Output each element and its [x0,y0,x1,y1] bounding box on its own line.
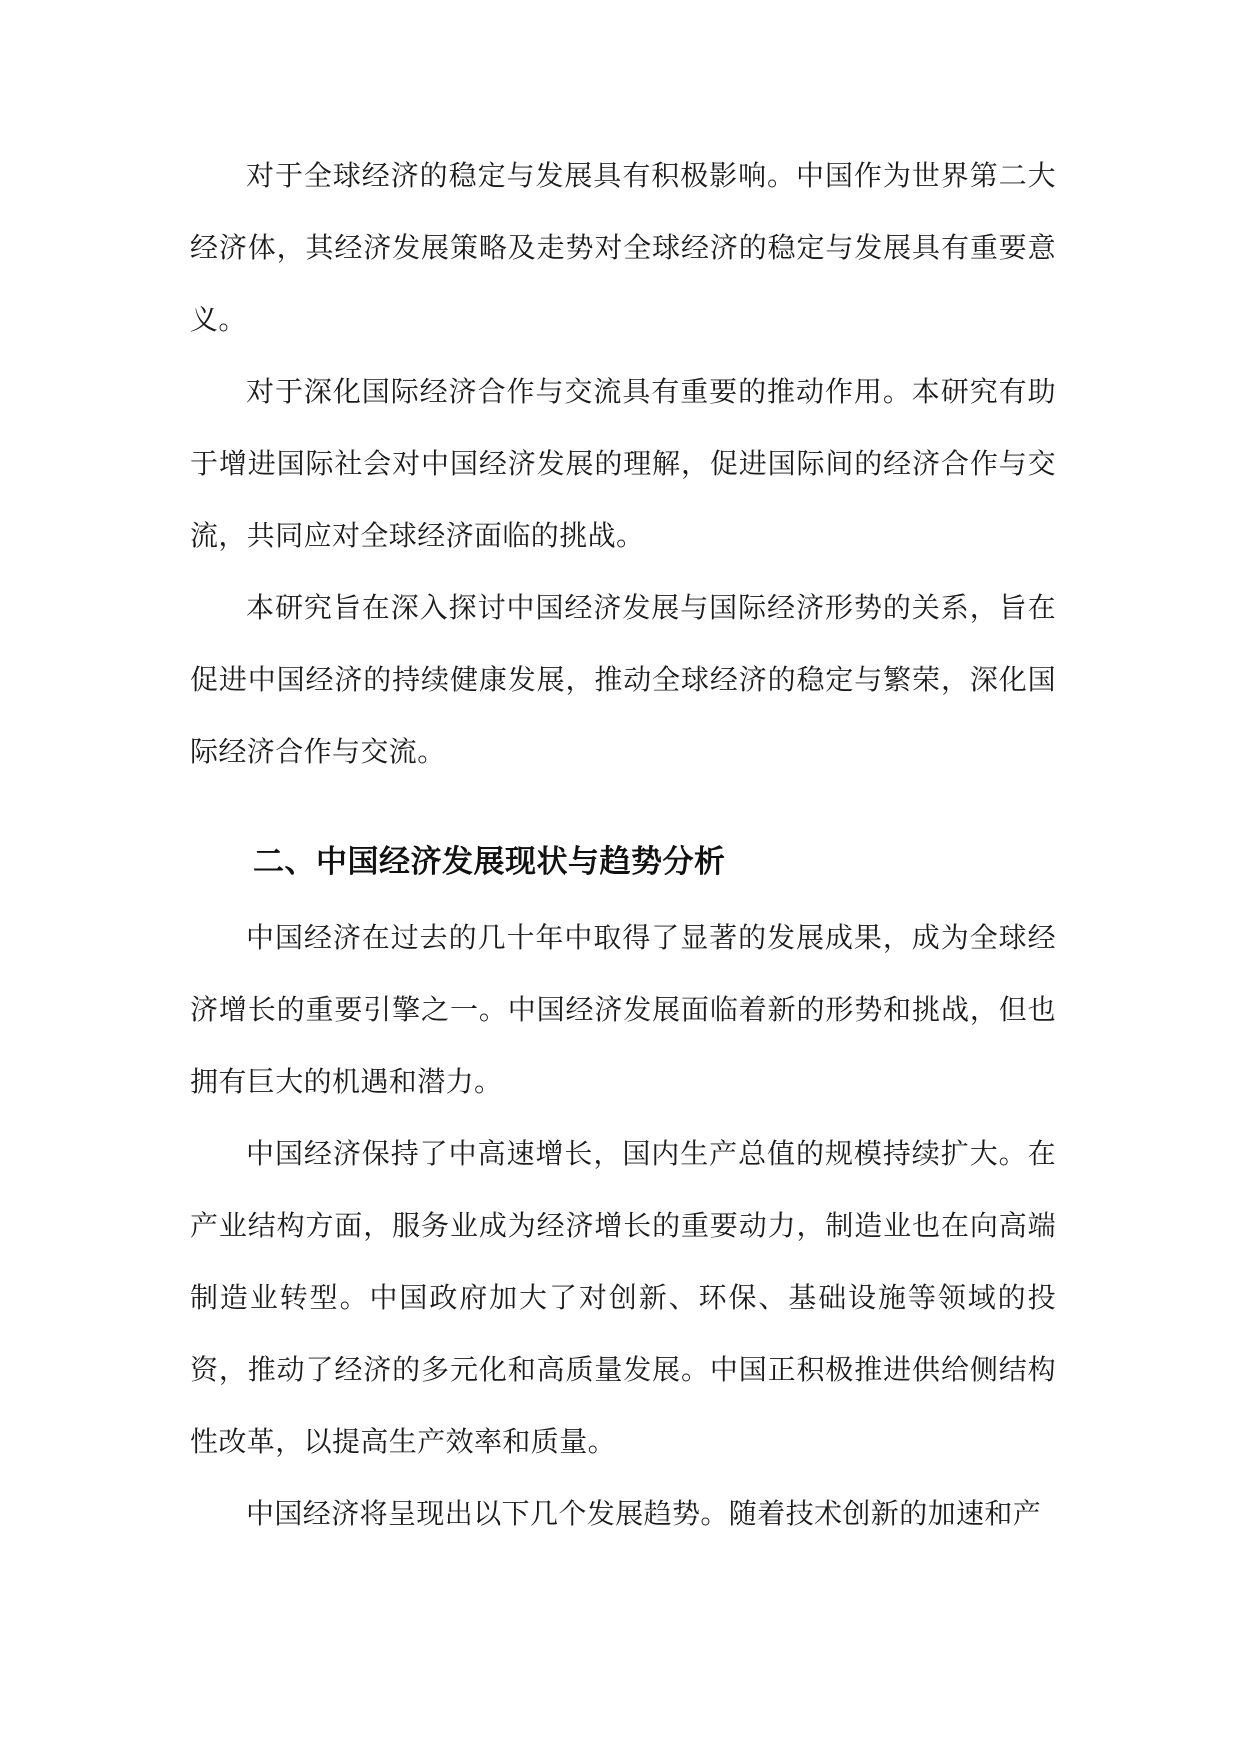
paragraph: 对于深化国际经济合作与交流具有重要的推动作用。本研究有助于增进国际社会对中国经济发展的理解，促进国际间的经济合作与交流，共同应对全球经济面临的挑战。 [190,375,1056,552]
paragraph: 本研究旨在深入探讨中国经济发展与国际经济形势的关系，旨在促进中国经济的持续健康发展，推动全球经济的稳定与繁荣，深化国际经济合作与交流。 [190,591,1056,768]
paragraph: 中国经济在过去的几十年中取得了显著的发展成果，成为全球经济增长的重要引擎之一。中国经济发展面临着新的形势和挑战，但也拥有巨大的机遇和潜力。 [190,921,1056,1098]
paragraph: 中国经济将呈现出以下几个发展趋势。随着技术创新的加速和产 [246,1497,1042,1530]
paragraph: 中国经济保持了中高速增长，国内生产总值的规模持续扩大。在产业结构方面，服务业成为经济增长的重要动力，制造业也在向高端制造业转型。中国政府加大了对创新、环保、基础设施等领域的投资，推动了经济的多元化和高质量发展。中国正积极推进供给侧结构性改革，以提高生产效率和质量。 [190,1137,1056,1458]
paragraph: 对于全球经济的稳定与发展具有积极影响。中国作为世界第二大经济体，其经济发展策略及走势对全球经济的稳定与发展具有重要意义。 [190,159,1056,336]
section-heading: 二、中国经济发展现状与趋势分析 [253,844,726,880]
document-body [190,140,1056,1550]
